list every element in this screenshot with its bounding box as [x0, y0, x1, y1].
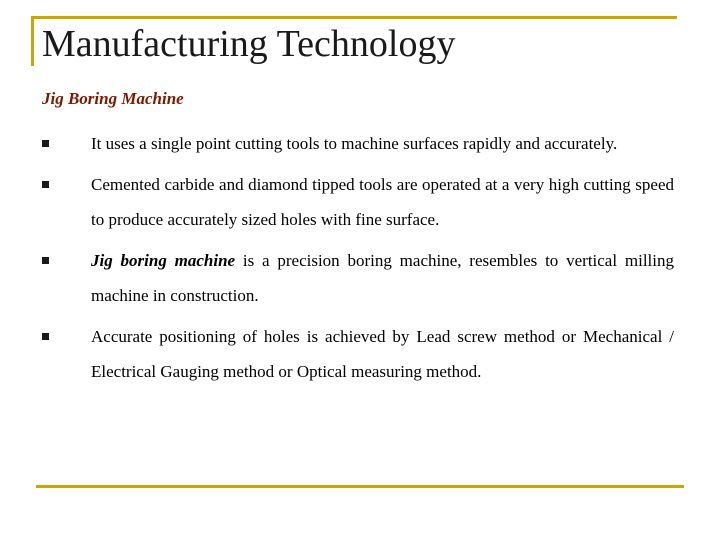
bottom-divider	[36, 485, 684, 488]
bullet-item	[42, 167, 674, 237]
bullet-text: Cemented carbide and diamond tipped tools are operated at a very high cutting speed to produce accurately sized holes with fine surface.	[91, 175, 674, 229]
bullet-text-rest: is a precision boring machine, resembles to vertical milling machine in construction.	[91, 251, 674, 305]
bullet-item	[42, 126, 674, 161]
square-bullet-icon	[42, 257, 49, 264]
square-bullet-icon	[42, 181, 49, 188]
section-subtitle: Jig Boring Machine	[42, 89, 184, 108]
square-bullet-icon	[42, 333, 49, 340]
bullet-text: Accurate positioning of holes is achieved by Lead screw method or Mechanical / Electrical Gauging method or Optical measuring method.	[91, 327, 674, 381]
bullet-item	[42, 319, 674, 389]
bullet-list	[42, 126, 674, 395]
bullet-text	[91, 251, 674, 305]
bullet-item	[42, 243, 674, 313]
bullet-text: It uses a single point cutting tools to machine surfaces rapidly and accurately.	[91, 134, 618, 153]
square-bullet-icon	[42, 140, 49, 147]
bullet-emphasis: Jig boring machine	[91, 251, 236, 270]
slide-title: Manufacturing Technology	[42, 23, 456, 65]
title-frame-left-rule	[31, 16, 34, 66]
title-frame-top-rule	[31, 16, 677, 19]
